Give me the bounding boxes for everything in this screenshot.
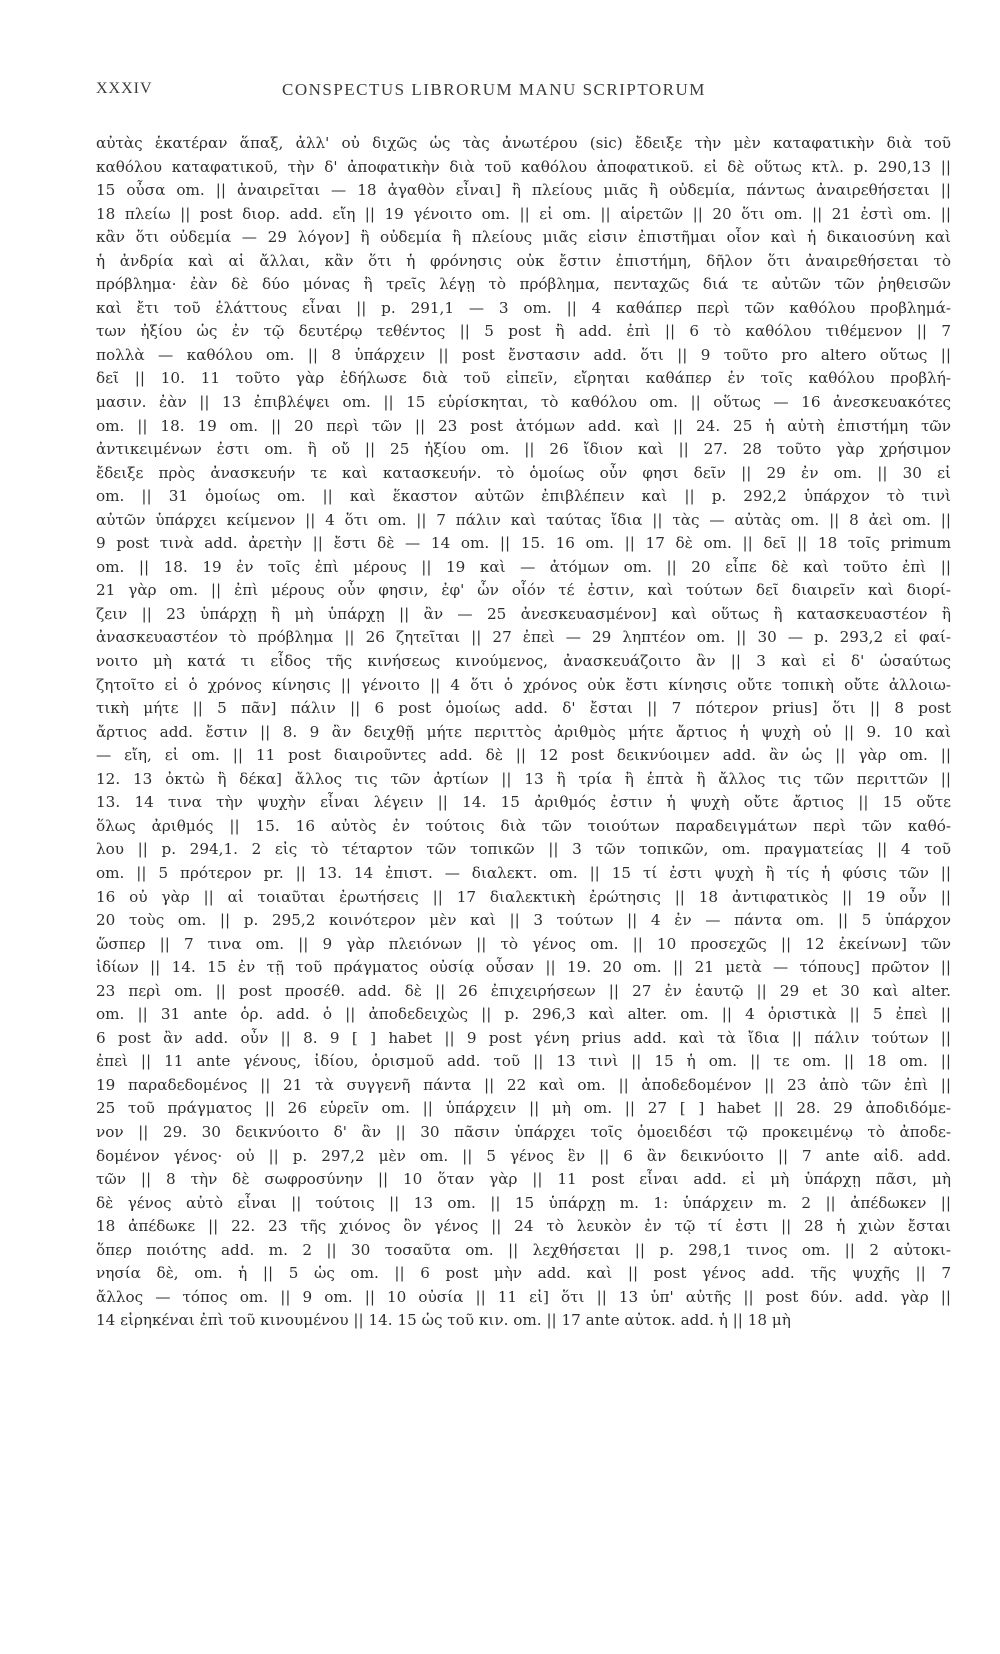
text-line: ἀνασκευαστέον τὸ πρόβλημα || 26 ζητεῖται || 27 ἐπεὶ — 29 ληπτέον om. || 30 — p. 293,2 εἰ φαί- bbox=[96, 628, 951, 647]
text-line: om. || 18. 19 ἐν τοῖς ἐπὶ μέρους || 19 καὶ — ἀτόμων om. || 20 εἶπε δὲ καὶ τοῦτο ἐπὶ || bbox=[96, 557, 951, 576]
text-line: ἡ ἀνδρία καὶ αἱ ἄλλαι, κἂν ὅτι ἡ φρόνησις οὐκ ἔστιν ἐπιστήμη, δῆλον ὅτι ἀναιρεθήσεται τὸ bbox=[96, 251, 951, 270]
text-line: — εἴη, εἰ om. || 11 post διαιροῦντες add. δὲ || 12 post δεικνύοιμεν add. ἂν ὡς || γὰρ om. || bbox=[96, 746, 951, 765]
text-line: om. || 31 ὁμοίως om. || καὶ ἕκαστον αὐτῶν ἐπιβλέπειν καὶ || p. 292,2 ὑπάρχον τὸ τινὶ bbox=[96, 487, 951, 506]
text-line: νησία δὲ, om. ἡ || 5 ὡς om. || 6 post μὴν add. καὶ || post γένος add. τῆς ψυχῆς || 7 bbox=[96, 1264, 951, 1283]
text-line: των ἠξίου ὡς ἐν τῷ δευτέρῳ τεθέντος || 5 post ἢ add. ἐπὶ || 6 τὸ καθόλου τιθέμενον || 7 bbox=[96, 322, 951, 341]
page-number: XXXIV bbox=[96, 80, 153, 97]
text-line: ὅπερ ποιότης add. m. 2 || 30 τοσαῦτα om. || λεχθήσεται || p. 298,1 τινος om. || 2 αὐτοκι- bbox=[96, 1240, 951, 1259]
text-line: 9 post τινὰ add. ἀρετὴν || ἔστι δὲ — 14 om. || 15. 16 om. || 17 δὲ om. || δεῖ || 18 τοῖς primum bbox=[96, 534, 951, 553]
text-line: ὥσπερ || 7 τινα om. || 9 γὰρ πλειόνων || τὸ γένος om. || 10 προσεχῶς || 12 ἐκείνων] τῶν bbox=[96, 934, 951, 953]
text-line: 6 post ἂν add. οὖν || 8. 9 [ ] habet || 9 post γένη prius add. καὶ τὰ ἴδια || πάλιν τούτων || bbox=[96, 1028, 951, 1047]
text-line: ἐπεὶ || 11 ante γένους, ἰδίου, ὁρισμοῦ add. τοῦ || 13 τινὶ || 15 ἡ om. || τε om. || 18 om. || bbox=[96, 1052, 951, 1071]
text-line: κἂν ὅτι οὐδεμία — 29 λόγον] ἢ οὐδεμία ἢ πλείους μιᾶς εἰσιν ἐπιστῆμαι οἷον καὶ ἡ δικαιοσύνη καὶ bbox=[96, 228, 951, 247]
running-title: CONSPECTUS LIBRORUM MANU SCRIPTORUM bbox=[282, 80, 706, 99]
text-line: δὲ γένος αὐτὸ εἶναι || τούτοις || 13 om. || 15 ὑπάρχῃ m. 1: ὑπάρχειν m. 2 || ἀπέδωκεν || bbox=[96, 1193, 951, 1212]
text-line: ἀντικειμένων ἐστι om. ἢ οὔ || 25 ἠξίου om. || 26 ἴδιον καὶ || 27. 28 τοῦτο γὰρ χρήσιμον bbox=[96, 440, 951, 459]
text-line: νοιτο μὴ κατά τι εἶδος τῆς κινήσεως κινούμενος, ἀνασκευάζοιτο ἂν || 3 καὶ εἰ δ' ὡσαύτως bbox=[96, 652, 951, 671]
text-line: τικὴ μήτε || 5 πᾶν] πάλιν || 6 post ὁμοίως add. δ' ἔσται || 7 πότερον prius] ὅτι || 8 post bbox=[96, 699, 951, 718]
text-line: καθόλου καταφατικοῦ, τὴν δ' ἀποφατικὴν διὰ τοῦ καθόλου ἀποφατικοῦ. εἰ δὲ οὕτως κτλ. p. 290,13 || bbox=[96, 157, 951, 176]
text-line: ζητοῖτο εἰ ὁ χρόνος κίνησις || γένοιτο || 4 ὅτι ὁ χρόνος οὐκ ἔστι κίνησις οὔτε τοπικὴ οὔτε ἀλλοιω- bbox=[96, 675, 951, 694]
text-line: om. || 5 πρότερον pr. || 13. 14 ἐπιστ. — διαλεκτ. om. || 15 τί ἐστι ψυχὴ ἢ τίς ἡ φύσις τῶν || bbox=[96, 863, 951, 882]
text-line: 16 οὐ γὰρ || αἱ τοιαῦται ἐρωτήσεις || 17 διαλεκτικὴ ἐρώτησις || 18 ἀντιφατικὸς || 19 οὖν || bbox=[96, 887, 951, 906]
text-line: ἔδειξε πρὸς ἀνασκευήν τε καὶ κατασκευήν. τὸ ὁμοίως οὖν φησι δεῖν || 29 ἐν om. || 30 εἰ bbox=[96, 463, 951, 482]
text-line: 13. 14 τινα τὴν ψυχὴν εἶναι λέγειν || 14. 15 ἀριθμός ἐστιν ἡ ψυχὴ οὔτε ἄρτιος || 15 οὔτε bbox=[96, 793, 951, 812]
text-line: om. || 31 ante ὁρ. add. ὁ || ἀποδεδειχὼς || p. 296,3 καὶ alter. om. || 4 ὁριστικὰ || 5 ἐπεὶ || bbox=[96, 1005, 951, 1024]
text-line: 14 εἰρηκέναι ἐπὶ τοῦ κινουμένου || 14. 15 ὡς τοῦ κιν. om. || 17 ante αὐτοκ. add. ἡ || 18 μὴ bbox=[96, 1311, 791, 1330]
text-line: 25 τοῦ πράγματος || 26 εὑρεῖν om. || ὑπάρχειν || μὴ om. || 27 [ ] habet || 28. 29 ἀποδιδόμε- bbox=[96, 1099, 951, 1118]
text-line: 20 τοὺς om. || p. 295,2 κοινότερον μὲν καὶ || 3 τούτων || 4 ἐν — πάντα om. || 5 ὑπάρχον bbox=[96, 911, 951, 930]
text-line: 18 ἀπέδωκε || 22. 23 τῆς χιόνος ὂν γένος || 24 τὸ λευκὸν ἐν τῷ τί ἐστι || 28 ἡ χιὼν ἔσται bbox=[96, 1217, 951, 1236]
text-line: ἄρτιος add. ἔστιν || 8. 9 ἂν δειχθῇ μήτε περιττὸς ἀριθμὸς μήτε ἄρτιος ἡ ψυχὴ οὐ || 9. 10 καὶ bbox=[96, 722, 951, 741]
text-line: πολλὰ — καθόλου om. || 8 ὑπάρχειν || post ἔνστασιν add. ὅτι || 9 τοῦτο pro altero οὕτως || bbox=[96, 345, 951, 364]
text-line: αὐτῶν ὑπάρχει κείμενον || 4 ὅτι om. || 7 πάλιν καὶ ταύτας ἴδια || τὰς — αὐτὰς om. || 8 ἀεὶ om. || bbox=[96, 510, 951, 529]
apparatus-text bbox=[96, 132, 951, 1333]
text-line: ἄλλος — τόπος om. || 9 om. || 10 οὐσία || 11 εἰ] ὅτι || 13 ὑπ' αὐτῆς || post δύν. add. γὰρ || bbox=[96, 1287, 951, 1306]
text-line: λου || p. 294,1. 2 εἰς τὸ τέταρτον τῶν τοπικῶν || 3 τῶν τοπικῶν, om. πραγματείας || 4 τοῦ bbox=[96, 840, 951, 859]
text-line: 18 πλείω || post διορ. add. εἴη || 19 γένοιτο om. || εἰ om. || αἱρετῶν || 20 ὅτι om. || 21 ἐστὶ om. || bbox=[96, 204, 951, 223]
text-line: δεῖ || 10. 11 τοῦτο γὰρ ἐδήλωσε διὰ τοῦ εἰπεῖν, εἴρηται καθάπερ ἐν τοῖς καθόλου προβλή- bbox=[96, 369, 951, 388]
text-line: ἰδίων || 14. 15 ἐν τῇ τοῦ πράγματος οὐσίᾳ οὖσαν || 19. 20 om. || 21 μετὰ — τόπους] πρῶτον || bbox=[96, 958, 951, 977]
text-line: μασιν. ἐὰν || 13 ἐπιβλέψει om. || 15 εὑρίσκηται, τὸ καθόλου om. || οὕτως — 16 ἀνεσκευακότες bbox=[96, 393, 951, 412]
text-line: νον || 29. 30 δεικνύοιτο δ' ἂν || 30 πᾶσιν ὑπάρχει τοῖς ὁμοειδέσι τῷ προκειμένῳ τὸ ἀποδε- bbox=[96, 1122, 951, 1141]
text-line: αὐτὰς ἑκατέραν ἅπαξ, ἀλλ' οὐ διχῶς ὡς τὰς ἀνωτέρου (sic) ἔδειξε τὴν μὲν καταφατικὴν διὰ τοῦ bbox=[96, 134, 951, 152]
text-line: τῶν || 8 τὴν δὲ σωφροσύνην || 10 ὅταν γὰρ || 11 post εἶναι add. εἰ μὴ ὑπάρχῃ πᾶσι, μὴ bbox=[96, 1170, 951, 1189]
document-page bbox=[96, 80, 951, 1333]
text-line: 15 οὖσα om. || ἀναιρεῖται — 18 ἀγαθὸν εἶναι] ἢ πλείους μιᾶς ἢ οὐδεμία, πάντως ἀναιρεθήσεται || bbox=[96, 181, 951, 200]
text-line: 19 παραδεδομένος || 21 τὰ συγγενῆ πάντα || 22 καὶ om. || ἀποδεδομένον || 23 ἀπὸ τῶν ἐπὶ || bbox=[96, 1075, 951, 1094]
text-line: om. || 18. 19 om. || 20 περὶ τῶν || 23 post ἀτόμων add. καὶ || 24. 25 ἡ αὐτὴ ἐπιστήμη τῶν bbox=[96, 416, 951, 435]
text-line: 21 γὰρ om. || ἐπὶ μέρους οὖν φησιν, ἐφ' ὧν οἷόν τέ ἐστιν, καὶ τούτων δεῖ διαιρεῖν καὶ διορί- bbox=[96, 581, 951, 600]
text-line: δομένον γένος· οὐ || p. 297,2 μὲν om. || 5 γένος ἓν || 6 ἂν δεικνύοιτο || 7 ante αἰδ. add. bbox=[96, 1146, 951, 1165]
text-line: 23 περὶ om. || post προσέθ. add. δὲ || 26 ἐπιχειρήσεων || 27 ἐν ἑαυτῷ || 29 et 30 καὶ alter. bbox=[96, 981, 951, 1000]
text-line: ζειν || 23 ὑπάρχῃ ἢ μὴ ὑπάρχῃ || ἂν — 25 ἀνεσκευασμένον] καὶ οὕτως ἢ κατασκευαστέον ἢ bbox=[96, 604, 951, 623]
text-line: πρόβλημα· ἐὰν δὲ δύο μόνας ἢ τρεῖς λέγῃ τὸ πρόβλημα, πενταχῶς διά τε αὐτῶν τῶν ῥηθεισῶν bbox=[96, 275, 951, 294]
page-header bbox=[96, 80, 951, 110]
text-line: 12. 13 ὀκτὼ ἢ δέκα] ἄλλος τις τῶν ἀρτίων || 13 ἢ τρία ἢ ἑπτὰ ἢ ἄλλος τις τῶν περιττῶν || bbox=[96, 769, 951, 788]
text-line: ὅλως ἀριθμός || 15. 16 αὐτὸς ἐν τούτοις διὰ τῶν τοιούτων παραδειγμάτων περὶ τῶν καθό- bbox=[96, 816, 951, 835]
text-line: καὶ ἔτι τοῦ ἐλάττους εἶναι || p. 291,1 — 3 om. || 4 καθάπερ περὶ τῶν καθόλου προβλημά- bbox=[96, 298, 951, 317]
